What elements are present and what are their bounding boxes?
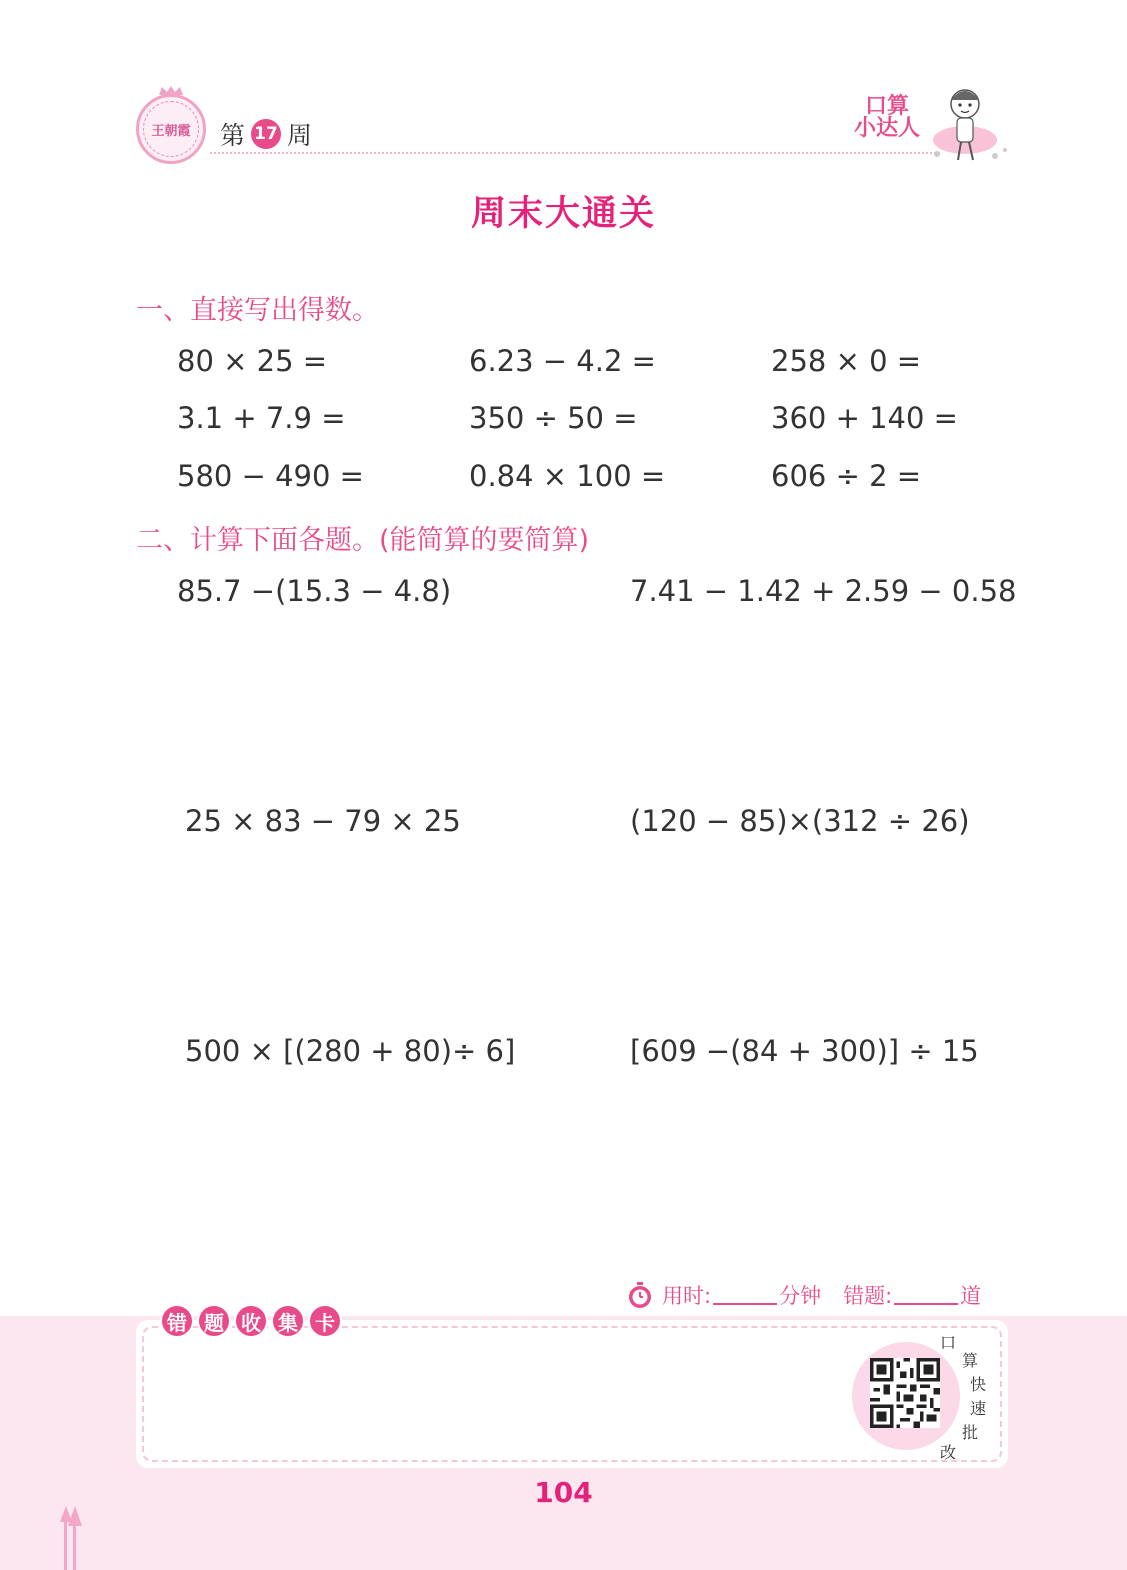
qr-label-char: 快 [970, 1375, 987, 1394]
oral-problem: 6.23 − 4.2 = [469, 344, 656, 378]
brand-line-1: 口算 [864, 94, 909, 119]
card-title-char: 错 [160, 1304, 194, 1338]
decorative-arrows-icon [52, 1500, 92, 1570]
oral-problem: 580 − 490 = [177, 459, 364, 493]
mascot-icon [925, 80, 1015, 170]
calc-problem: [609 −(84 + 300)] ÷ 15 [630, 1034, 979, 1068]
error-blank[interactable] [894, 1285, 958, 1305]
week-label [220, 116, 312, 152]
card-title-char: 卡 [308, 1304, 342, 1338]
card-title-char: 收 [234, 1304, 268, 1338]
section-2-heading: 二、计算下面各题。(能简算的要简算) [136, 525, 590, 556]
oral-problem: 350 ÷ 50 = [469, 401, 638, 435]
card-title [160, 1304, 342, 1338]
error-unit: 道 [960, 1284, 982, 1308]
publisher-logo [136, 94, 206, 164]
section-1-heading: 一、直接写出得数。 [136, 295, 379, 326]
time-error-row [626, 1280, 981, 1310]
oral-problem: 360 + 140 = [771, 401, 958, 435]
calc-problem: 500 × [(280 + 80)÷ 6] [185, 1034, 516, 1068]
logo-text: 王朝霞 [143, 101, 199, 157]
qr-label-char: 速 [970, 1399, 987, 1418]
oral-problem: 258 × 0 = [771, 344, 922, 378]
oral-problem: 606 ÷ 2 = [771, 459, 922, 493]
calc-problem: 7.41 − 1.42 + 2.59 − 0.58 [630, 574, 1017, 608]
card-title-char: 集 [271, 1304, 305, 1338]
qr-label-char: 口 [940, 1333, 957, 1352]
oral-problem: 3.1 + 7.9 = [177, 401, 346, 435]
page-number: 104 [534, 1476, 593, 1509]
time-label: 用时: [662, 1284, 712, 1308]
page-title: 周末大通关 [470, 194, 656, 234]
qr-label-char: 批 [962, 1423, 979, 1442]
oral-problem: 80 × 25 = [177, 344, 328, 378]
calc-problem: 85.7 −(15.3 − 4.8) [177, 574, 452, 608]
calc-problem: 25 × 83 − 79 × 25 [185, 804, 461, 838]
calc-problem: (120 − 85)×(312 ÷ 26) [630, 804, 970, 838]
week-prefix: 第 [220, 121, 246, 150]
week-suffix: 周 [287, 121, 313, 150]
week-number-badge: 17 [251, 119, 281, 149]
oral-problem: 0.84 × 100 = [469, 459, 666, 493]
error-label: 错题: [843, 1284, 893, 1308]
stopwatch-icon [626, 1281, 654, 1309]
time-blank[interactable] [713, 1285, 777, 1305]
card-title-char: 题 [197, 1304, 231, 1338]
header-divider [210, 152, 940, 154]
brand-line-2: 小达人 [853, 116, 920, 141]
qr-label-char: 算 [962, 1351, 979, 1370]
brand-logo [852, 96, 922, 140]
qr-label-char: 改 [940, 1443, 957, 1462]
time-unit: 分钟 [779, 1284, 822, 1308]
qr-code-icon[interactable] [870, 1358, 940, 1428]
